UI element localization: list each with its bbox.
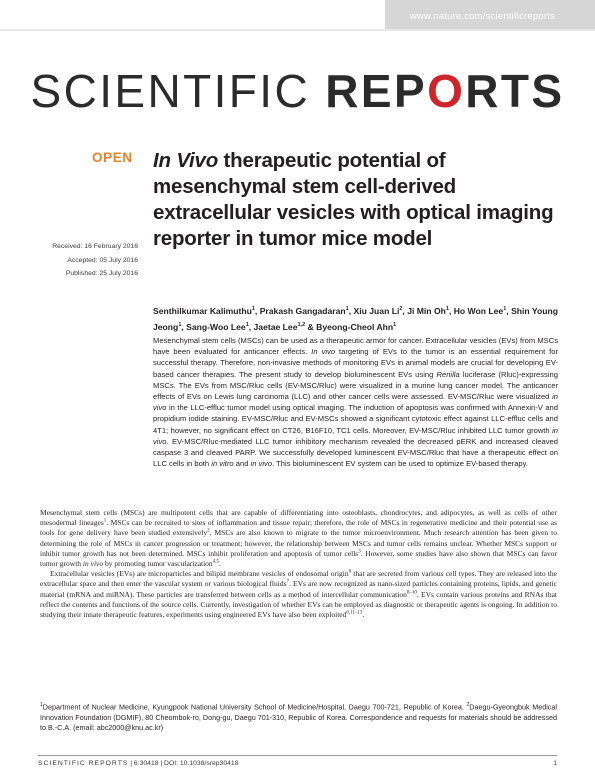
author-affiliation-marker: 2 <box>399 306 403 312</box>
author-name[interactable]: Ji Min Oh <box>407 305 446 316</box>
journal-url-link[interactable]: www.nature.com/scientificreports <box>409 11 555 22</box>
reference-citation[interactable]: 4,5 <box>212 559 219 565</box>
author-affiliation-marker: 1 <box>393 321 397 328</box>
masthead-rep: REP <box>325 65 428 117</box>
abstract-italic: In vivo <box>311 347 336 357</box>
banner-white-block <box>0 0 385 29</box>
author-name[interactable]: Senthilkumar Kalimuthu <box>153 305 252 316</box>
affiliation-marker: 2 <box>466 702 470 708</box>
author-affiliation-marker: 1 <box>345 306 349 312</box>
author-name[interactable]: Prakash Gangadaran <box>259 305 346 316</box>
body-paragraph-2 <box>40 569 557 620</box>
body-text-run: . <box>362 610 365 620</box>
abstract-text: Mesenchymal stem cells (MSCs) can be used as a therapeutic armor for cancer. Extracellular vesicles (EVs) from MSCs have been evaluated for anticancer effects. <box>153 336 558 357</box>
affiliation-text: Daegu-Gyeongbuk Medical Innovation Foundation (DGMIF), 80 Cheombok-ro, Dong-gu, Daegu 701-310, Republic of Korea. Correspondence and requests for materials should be addressed to B.-C.A. (email: abc2000@knu.ac.kr) <box>40 702 557 733</box>
author-name[interactable]: Sang-Woo Lee <box>186 321 246 332</box>
body-text-run: . MSCs can be recruited to sites of inflammation and tissue repair; therefore, the role of MSCs in regenerative medicine and their potential use as tools for gene delivery have been studied extensively <box>40 518 557 538</box>
page-number: 1 <box>553 760 557 767</box>
author-name[interactable]: Xiu Juan Li <box>353 305 400 316</box>
author-name[interactable]: Ho Won Lee <box>453 305 504 316</box>
author-list: Senthilkumar Kalimuthu$^1$, Prakash Gangadaran$^1$, Xiu Juan Li$^2$, Ji Min Oh$^1$, Ho Won Lee$^1$, Shin Young Jeong$^1$, Sang-Woo Lee$^1$, Jaetae Lee$^{1,2}$ & Byeong-Cheol Ahn$^1$ <box>153 305 559 332</box>
author-affiliation-marker: 1 <box>445 306 449 312</box>
reference-citation[interactable]: 6 <box>348 569 352 575</box>
title-italic: In Vivo <box>153 149 219 172</box>
author-name[interactable]: Shin Young Jeong <box>153 305 559 332</box>
body-italic: in vivo <box>82 559 104 569</box>
author-affiliation-marker: 1 <box>245 321 249 328</box>
published-date: Published: 25 July 2016 <box>65 270 138 277</box>
masthead-rts: RTS <box>465 65 565 117</box>
body-text-run: that are secreted from various cell types. They are released into the extracellular space and then enter the vascular system or various biological fluids <box>40 569 557 589</box>
reference-citation[interactable]: 3 <box>358 549 361 555</box>
body-text-run: Extracellular vesicles (EVs) are microparticles and bilipid membrane vesicles of endosomal origin <box>50 569 349 579</box>
author-affiliation-marker: 1 <box>503 306 507 312</box>
affiliations-footnote <box>40 700 557 734</box>
abstract-italic: in vitro <box>211 459 234 469</box>
body-text-run: Mesenchymal stem cells (MSCs) are multipotent cells that are capable of differentiating into osteoblasts, chondrocytes, and adipocytes, as well as cells of other mesodermal lineages <box>40 508 557 528</box>
masthead-scientific: SCIENTIFIC <box>30 65 326 117</box>
affiliation-marker: 1 <box>40 702 43 708</box>
top-banner <box>0 0 595 32</box>
abstract-italic: Renilla <box>436 369 460 379</box>
abstract-text: in the LLC-effluc tumor model using optical imaging. The induction of apoptosis was confirmed with Annexin-V and propidium iodide staining. EV-MSC/Rluc and EV-MSCs showed a significant cytotoxic effect against LLC-effluc cells and 4T1; however, no significant effect on CT26, B16F10, TC1 cells. Moreover, EV-MSC/Rluc inhibited LLC tumor growth <box>153 403 558 435</box>
reference-citation[interactable]: 6,11–13 <box>346 610 363 616</box>
author-name[interactable]: Jaetae Lee <box>253 321 298 332</box>
reference-citation[interactable]: 8–10 <box>406 590 417 596</box>
footer-citation: | 6:30418 | DOI: 10.1038/srep30418 <box>128 760 239 767</box>
author-affiliation-marker: 1 <box>178 321 182 328</box>
abstract-text: targeting of EVs to the tumor is an essential requirement for successful therapy. Therefore, non-invasive methods of monitoring EVs in animal models are crucial for developing EV-based cancer therapies. The present study to develop bioluminescent EVs using <box>153 347 558 379</box>
journal-masthead <box>0 64 595 118</box>
reference-citation[interactable]: 7 <box>286 579 290 585</box>
body-text-run: by promoting tumor vascularization <box>103 559 213 569</box>
reference-citation[interactable]: 1 <box>103 518 107 524</box>
author-affiliation-marker: 1 <box>251 306 255 312</box>
abstract-text: and <box>233 459 251 469</box>
article-dates <box>30 240 138 281</box>
affiliation-text: Department of Nuclear Medicine, Kyungpook National University School of Medicine/Hospital, Daegu 700-721, Republic of Korea. <box>42 702 467 712</box>
reference-citation[interactable]: 2 <box>207 528 210 534</box>
abstract-italic: in vivo <box>153 392 558 413</box>
accepted-date: Accepted: 05 July 2016 <box>67 256 138 264</box>
footer-journal-name: SCIENTIFIC REPORTS <box>38 760 129 767</box>
abstract-text: luciferase (Rluc)-expressing MSCs. The EVs from MSC/Rluc cells (EV-MSC/Rluc) were visualized in a murine lung cancer model. The anticancer effects of EVs on Lewis lung carcinoma (LLC) and other cancer cells were assessed. EV-MSC/Rluc were visualized <box>153 369 558 402</box>
received-date: Received: 16 February 2016 <box>52 243 138 250</box>
page-footer <box>38 760 557 767</box>
abstract-italic: in vivo <box>153 425 558 446</box>
banner-rule <box>0 29 595 31</box>
title-rest: therapeutic potential of mesenchymal stem cell-derived extracellular vesicles with optical imaging reporter in tumor mice model <box>153 149 554 250</box>
abstract <box>153 335 558 469</box>
body-paragraph-1 <box>40 508 557 569</box>
body-text-run: . MSCs are also known to migrate to the tumor microenvironment. Much research attention has been given to determining the role of MSCs in cancer progression or treatment; however, the relationship between MSCs and tumor cells remains unclear. Whether MSCs support or inhibit tumor growth has not been determined. MSCs inhibit proliferation and apoptosis of tumor cells <box>40 528 558 558</box>
masthead-o: O <box>427 65 466 117</box>
body-text <box>40 508 557 620</box>
open-access-label: OPEN <box>92 150 133 165</box>
author-name[interactable]: Byeong-Cheol Ahn <box>316 321 394 332</box>
footer-divider <box>38 755 557 756</box>
body-text-run: . However, some studies have also shown that MSCs can favor tumor growth <box>40 548 557 569</box>
author-affiliation-marker: 1,2 <box>297 321 306 328</box>
abstract-text: . This bioluminescent EV system can be used to optimize EV-based therapy. <box>272 459 528 469</box>
body-text-run: . <box>218 559 221 569</box>
article-title <box>153 148 573 252</box>
abstract-text: . EV-MSC/Rluc-mediated LLC tumor inhibitory mechanism revealed the decreased pERK and increased cleaved caspase 3 and cleaved PARP. We successfully developed luminescent EV-MSC/Rluc that have a therapeutic effect on LLC cells in both <box>153 436 558 469</box>
abstract-italic: in vivo <box>250 459 273 469</box>
body-text-run: . EVs are now recognized as nano-sized particles containing proteins, lipids, and genetic material (mRNA and miRNA). These particles are transferred between cells as a method of intercellular communication <box>40 579 558 599</box>
body-text-run: . EVs contain various proteins and RNAs that reflect the contents and functions of the source cells. Currently, investigation of whether EVs can be employed as diagnostic or therapeutic agents is ongoing. In addition to studying their innate therapeutic features, experiments using engineered EVs have also been exploited <box>40 589 558 620</box>
